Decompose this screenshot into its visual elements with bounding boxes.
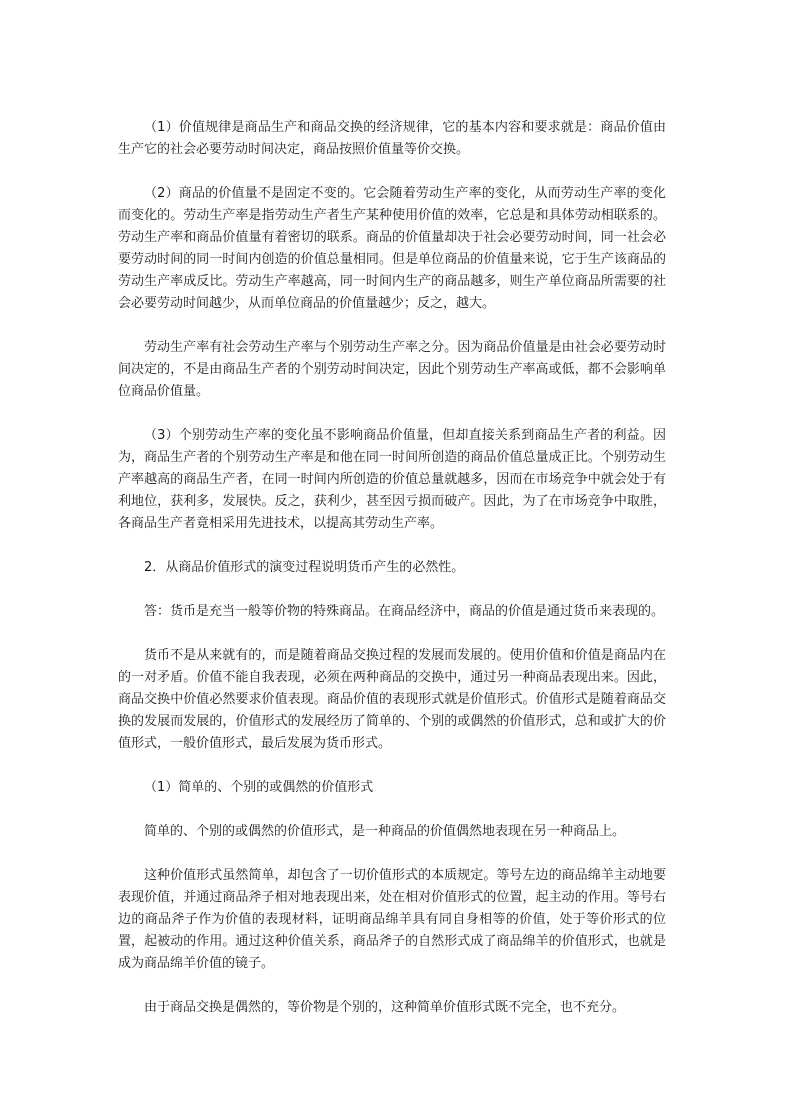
paragraph-productivity-types: 劳动生产率有社会劳动生产率与个别劳动生产率之分。因为商品价值量是由社会必要劳动时间决定的，不是由商品生产者的个别劳动时间决定，因此个别劳动生产率高或低，都不会影响单位商品价值量。 — [118, 340, 666, 399]
document-body — [118, 117, 666, 1041]
paragraph-simple-form-essence: 这种价值形式虽然简单，却包含了一切价值形式的本质规定。等号左边的商品绵羊主动地要表现价值，并通过商品斧子相对地表现出来，处在相对价值形式的位置，起主动的作用。等号右边的商品斧子作为价值的表现材料，证明商品绵羊具有同自身相等的价值，处于等价形式的位置，起被动的作用。通过这种价值关系，商品斧子的自然形式成了商品绵羊的价值形式，也就是成为商品绵羊价值的镜子。 — [118, 868, 666, 971]
paragraph-money-origin: 货币不是从来就有的，而是随着商品交换过程的发展而发展的。使用价值和价值是商品内在的一对矛盾。价值不能自我表现，必须在两种商品的交换中，通过另一种商品表现出来。因此，商品交换中价值必然要求价值表现。商品价值的表现形式就是价值形式。价值形式是随着商品交换的发展而发展的，价值形式的发展经历了简单的、个别的或偶然的价值形式，总和或扩大的价值形式，一般价值形式，最后发展为货币形式。 — [118, 648, 666, 751]
paragraph-value-law: （1）价值规律是商品生产和商品交换的经济规律，它的基本内容和要求就是：商品价值由生产它的社会必要劳动时间决定，商品按照价值量等价交换。 — [118, 120, 666, 157]
paragraph-simple-form-definition: 简单的、个别的或偶然的价值形式，是一种商品的价值偶然地表现在另一种商品上。 — [144, 824, 626, 839]
answer-intro: 答：货币是充当一般等价物的特殊商品。在商品经济中，商品的价值是通过货币来表现的。 — [144, 604, 665, 619]
paragraph-simple-form-limits: 由于商品交换是偶然的，等价物是个别的，这种简单价值形式既不完全，也不充分。 — [144, 1000, 626, 1015]
paragraph-individual-productivity: （3）个别劳动生产率的变化虽不影响商品价值量，但却直接关系到商品生产者的利益。因为，商品生产者的个别劳动生产率是和他在同一时间所创造的商品价值总量成正比。个别劳动生产率越高的商品生产者，在同一时间内所创造的价值总量就越多，因而在市场竞争中就会处于有利地位，获利多，发展快。反之，获利少，甚至因亏损而破产。因此，为了在市场竞争中取胜，各商品生产者竟相采用先进技术，以提高其劳动生产率。 — [118, 428, 666, 531]
question-heading: 2．从商品价值形式的演变过程说明货币产生的必然性。 — [144, 560, 465, 575]
paragraph-value-quantity: （2）商品的价值量不是固定不变的。它会随着劳动生产率的变化，从而劳动生产率的变化而变化的。劳动生产率是指劳动生产者生产某种使用价值的效率，它总是和具体劳动相联系的。劳动生产率和商品价值量有着密切的联系。商品的价值量却决于社会必要劳动时间，同一社会必要劳动时间的同一时间内创造的价值总量相同。但是单位商品的价值量来说，它于生产该商品的劳动生产率成反比。劳动生产率越高，同一时间内生产的商品越多，则生产单位商品所需要的社会必要劳动时间越少，从而单位商品的价值量越少；反之，越大。 — [118, 186, 666, 311]
subheading-simple-form: （1）简单的、个别的或偶然的价值形式 — [144, 780, 374, 795]
